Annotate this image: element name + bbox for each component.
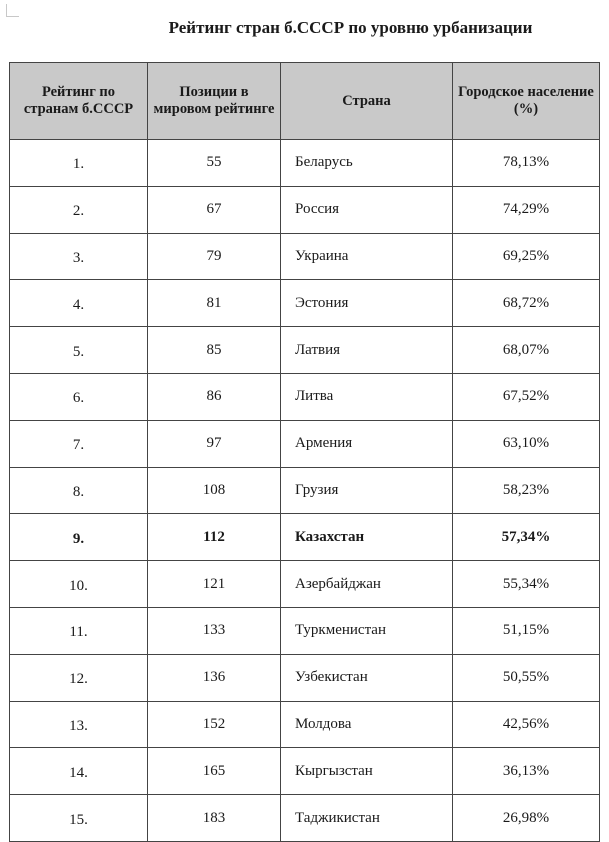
country-cell: Грузия (281, 467, 453, 514)
table-row (10, 140, 600, 187)
rank-cell: 12. (10, 654, 148, 701)
table-row (10, 280, 600, 327)
world-position-cell: 85 (148, 327, 281, 374)
urban-population-cell: 63,10% (453, 420, 600, 467)
page-corner-mark (6, 4, 19, 17)
table-row (10, 795, 600, 842)
urban-population-cell: 68,07% (453, 327, 600, 374)
table-row (10, 233, 600, 280)
urban-population-cell: 74,29% (453, 186, 600, 233)
urban-population-cell: 68,72% (453, 280, 600, 327)
country-cell: Казахстан (281, 514, 453, 561)
world-position-cell: 81 (148, 280, 281, 327)
world-position-cell: 67 (148, 186, 281, 233)
world-position-cell: 152 (148, 701, 281, 748)
rank-cell: 14. (10, 748, 148, 795)
world-position-cell: 133 (148, 607, 281, 654)
country-cell: Эстония (281, 280, 453, 327)
country-cell: Армения (281, 420, 453, 467)
rank-cell: 15. (10, 795, 148, 842)
table-row (10, 420, 600, 467)
rank-cell: 6. (10, 373, 148, 420)
country-cell: Украина (281, 233, 453, 280)
country-cell: Молдова (281, 701, 453, 748)
urban-population-cell: 57,34% (453, 514, 600, 561)
rank-cell: 13. (10, 701, 148, 748)
rank-cell: 9. (10, 514, 148, 561)
table-row (10, 186, 600, 233)
table-header-row (10, 63, 600, 140)
world-position-cell: 183 (148, 795, 281, 842)
urban-population-cell: 50,55% (453, 654, 600, 701)
table-row (10, 373, 600, 420)
world-position-cell: 79 (148, 233, 281, 280)
urban-population-cell: 69,25% (453, 233, 600, 280)
world-position-cell: 121 (148, 561, 281, 608)
rank-cell: 4. (10, 280, 148, 327)
rank-cell: 10. (10, 561, 148, 608)
country-cell: Латвия (281, 327, 453, 374)
urban-population-cell: 51,15% (453, 607, 600, 654)
rank-cell: 11. (10, 607, 148, 654)
urban-population-cell: 58,23% (453, 467, 600, 514)
rank-cell: 5. (10, 327, 148, 374)
world-position-cell: 108 (148, 467, 281, 514)
world-position-cell: 136 (148, 654, 281, 701)
country-cell: Туркменистан (281, 607, 453, 654)
urban-population-cell: 26,98% (453, 795, 600, 842)
table-row (10, 607, 600, 654)
table-row (10, 701, 600, 748)
country-cell: Азербайджан (281, 561, 453, 608)
country-cell: Кыргызстан (281, 748, 453, 795)
rank-cell: 3. (10, 233, 148, 280)
country-cell: Литва (281, 373, 453, 420)
world-position-cell: 97 (148, 420, 281, 467)
table-row (10, 561, 600, 608)
world-position-cell: 112 (148, 514, 281, 561)
urban-population-cell: 67,52% (453, 373, 600, 420)
rank-cell: 7. (10, 420, 148, 467)
country-cell: Беларусь (281, 140, 453, 187)
country-cell: Россия (281, 186, 453, 233)
urban-population-cell: 78,13% (453, 140, 600, 187)
world-position-cell: 165 (148, 748, 281, 795)
header-rank: Рейтинг по странам б.СССР (10, 63, 148, 140)
table-row (10, 467, 600, 514)
world-position-cell: 55 (148, 140, 281, 187)
rank-cell: 8. (10, 467, 148, 514)
header-world-position: Позиции в мировом рейтинге (148, 63, 281, 140)
header-urban-population: Городское население (%) (453, 63, 600, 140)
rank-cell: 2. (10, 186, 148, 233)
table-row (10, 654, 600, 701)
country-cell: Узбекистан (281, 654, 453, 701)
header-country: Страна (281, 63, 453, 140)
table-row (10, 748, 600, 795)
urbanization-table (9, 62, 600, 842)
country-cell: Таджикистан (281, 795, 453, 842)
urban-population-cell: 36,13% (453, 748, 600, 795)
rank-cell: 1. (10, 140, 148, 187)
page-title: Рейтинг стран б.СССР по уровню урбанизации (168, 18, 533, 37)
urban-population-cell: 55,34% (453, 561, 600, 608)
table-row (10, 327, 600, 374)
table-row (10, 514, 600, 561)
world-position-cell: 86 (148, 373, 281, 420)
urban-population-cell: 42,56% (453, 701, 600, 748)
